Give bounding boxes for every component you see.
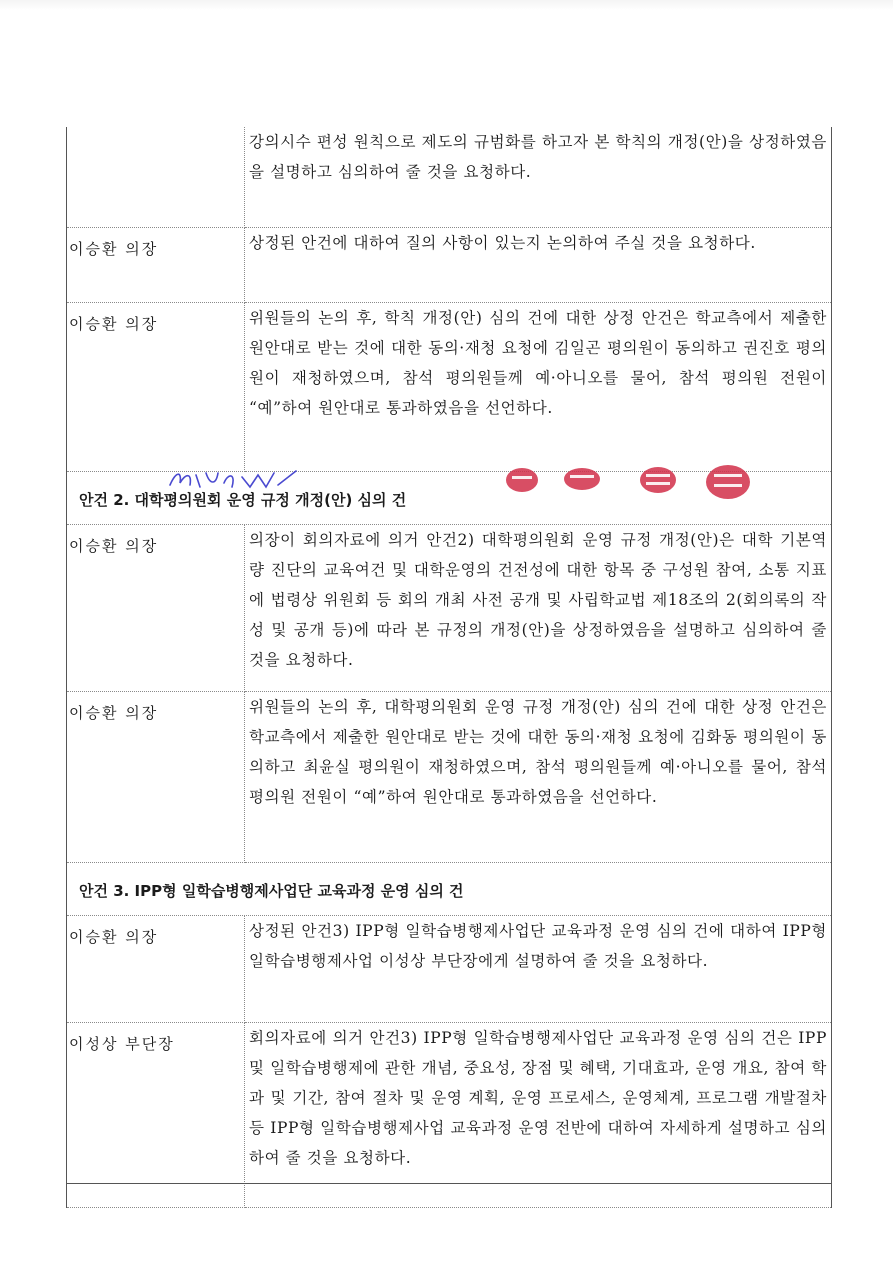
- speaker-cell: 이성상 부단장: [67, 1023, 245, 1208]
- content-cell: 의장이 회의자료에 의거 안건2) 대학평의원회 운영 규정 개정(안)은 대학 기본역량 진단의 교육여건 및 대학운영의 건전성에 대한 항목 중 구성원 참여, 소통 지표에 법령상 위원회 등 회의 개최 사전 공개 및 사립학교법 제18조의 2(회의록의 작성 및 공개 등)에 따라 본 규정의 개정(안)을 상정하였음을 설명하고 심의하여 줄 것을 요청하다.: [245, 525, 832, 692]
- speaker-cell: 이승환 의장: [67, 303, 245, 472]
- content-cell: 위원들의 논의 후, 학칙 개정(안) 심의 건에 대한 상정 안건은 학교측에서 제출한 원안대로 받는 것에 대한 동의·재청 요청에 김일곤 평의원이 동의하고 권진호 평의원이 재청하였으며, 참석 평의원들께 예·아니오를 물어, 참석 평의원 전원이 “예”하여 원안대로 통과하였음을 선언하다.: [245, 303, 832, 472]
- table-bottom-border: [66, 1183, 832, 1184]
- content-cell: 상정된 안건에 대하여 질의 사항이 있는지 논의하여 주실 것을 요청하다.: [245, 228, 832, 303]
- minutes-row: [67, 228, 832, 303]
- agenda-section-row: [67, 863, 832, 916]
- agenda-section-row: [67, 472, 832, 525]
- content-cell: 회의자료에 의거 안건3) IPP형 일학습병행제사업단 교육과정 운영 심의 건은 IPP 및 일학습병행제에 관한 개념, 중요성, 장점 및 혜택, 기대효과, 운영 개요, 참여 학과 및 기간, 참여 절차 및 운영 계획, 운영 프로세스, 운영체계, 프로그램 개발절차 등 IPP형 일학습병행제사업 교육과정 운영 전반에 대하여 자세하게 설명하고 심의하여 줄 것을 요청하다.: [245, 1023, 832, 1208]
- speaker-cell: 이승환 의장: [67, 228, 245, 303]
- minutes-row: [67, 916, 832, 1023]
- minutes-row: [67, 525, 832, 692]
- minutes-row: [67, 303, 832, 472]
- agenda-3-heading: 안건 3. IPP형 일학습병행제사업단 교육과정 운영 심의 건: [67, 863, 832, 916]
- speaker-cell: [67, 127, 245, 228]
- page-edge: [0, 0, 893, 10]
- content-cell: 위원들의 논의 후, 대학평의원회 운영 규정 개정(안) 심의 건에 대한 상정 안건은 학교측에서 제출한 원안대로 받는 것에 대한 동의·재청 요청에 김화동 평의원이 동의하고 최윤실 평의원이 재청하였으며, 참석 평의원들께 예·아니오를 물어, 참석 평의원 전원이 “예”하여 원안대로 통과하였음을 선언하다.: [245, 692, 832, 863]
- speaker-cell: 이승환 의장: [67, 916, 245, 1023]
- minutes-row: [67, 1023, 832, 1208]
- agenda-2-heading: 안건 2. 대학평의원회 운영 규정 개정(안) 심의 건: [67, 472, 832, 525]
- minutes-row: [67, 127, 832, 228]
- speaker-cell: 이승환 의장: [67, 692, 245, 863]
- minutes-table: [66, 127, 832, 1208]
- speaker-cell: 이승환 의장: [67, 525, 245, 692]
- minutes-row: [67, 692, 832, 863]
- content-cell: 강의시수 편성 원칙으로 제도의 규범화를 하고자 본 학칙의 개정(안)을 상정하였음을 설명하고 심의하여 줄 것을 요청하다.: [245, 127, 832, 228]
- content-cell: 상정된 안건3) IPP형 일학습병행제사업단 교육과정 운영 심의 건에 대하여 IPP형 일학습병행제사업 이성상 부단장에게 설명하여 줄 것을 요청하다.: [245, 916, 832, 1023]
